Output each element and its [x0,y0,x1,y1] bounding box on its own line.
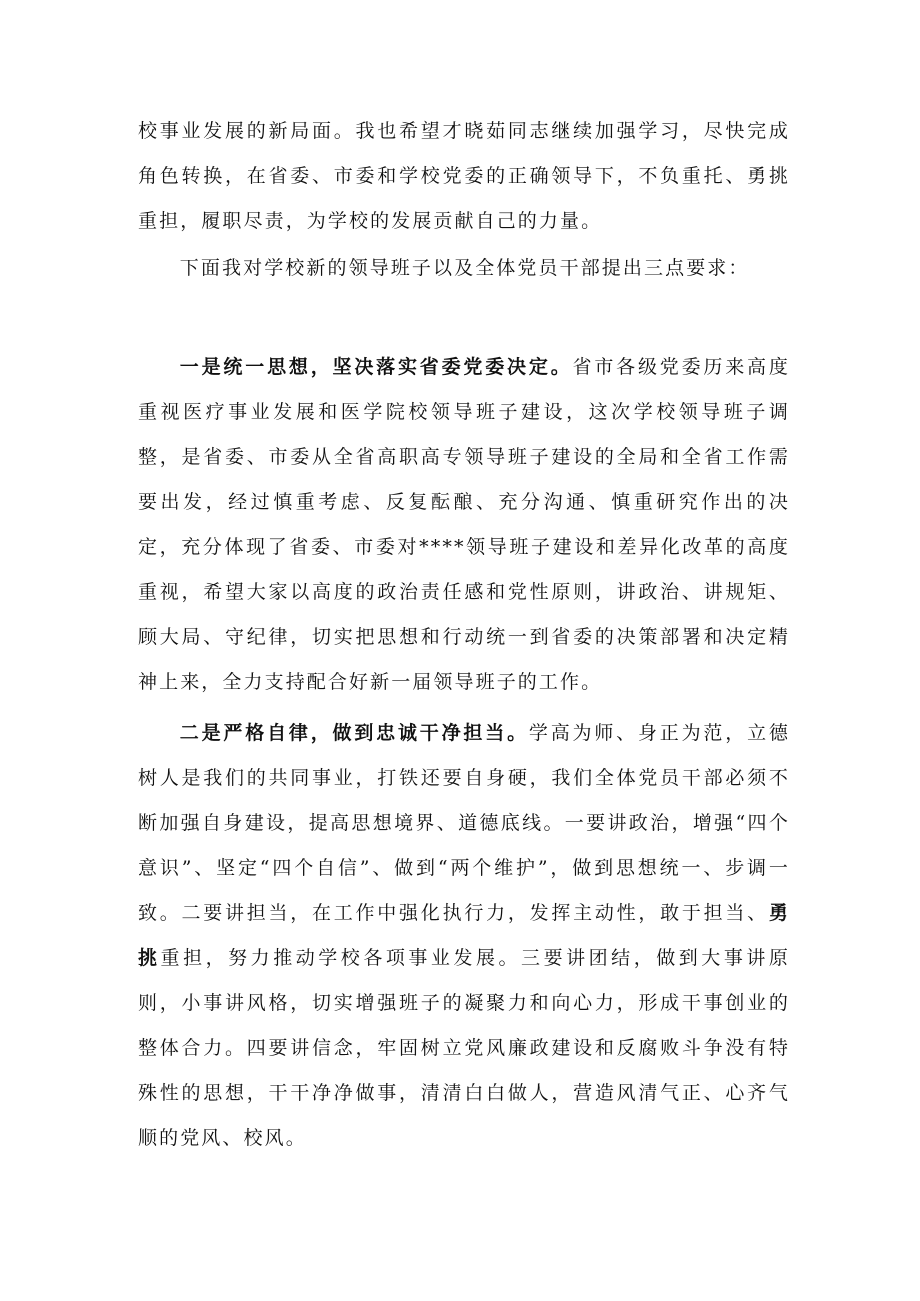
point-heading: 一是统一思想，坚决落实省委党委决定。 [179,356,573,378]
paragraph-text: 省市各级党委历来高度重视医疗事业发展和医学院校领导班子建设，这次学校领导班子调整，是省委、市委从全省高职高专领导班子建设的全局和全省工作需要出发，经过慎重考虑、反复酝酿、充分沟通、慎重研究作出的决定，充分体现了省委、市委对****领导班子建设和差异化改革的高度重视，希望大家以高度的政治责任感和党性原则，讲政治、讲规矩、顾大局、守纪律，切实把思想和行动统一到省委的决策部署和决定精神上来，全力支持配合好新一届领导班子的工作。 [138,356,790,693]
paragraph-text: 重担，努力推动学校各项事业发展。三要讲团结，做到大事讲原则，小事讲风格，切实增强班子的凝聚力和向心力，形成干事创业的整体合力。四要讲信念，牢固树立党风廉政建设和反腐败斗争没有特殊性的思想，干干净净做事，清清白白做人，营造风清气正、心齐气顺的党风、校风。 [138,947,790,1149]
emphasis-text: 勇挑 [138,902,790,969]
paragraph-body [138,711,790,1161]
paragraph-point-two [138,711,790,1161]
paragraph-text: 下面我对学校新的领导班子以及全体党员干部提出三点要求： [179,257,750,279]
paragraph-intro [138,246,790,291]
paragraph-text: 学高为师、身正为范，立德树人是我们的共同事业，打铁还要自身硬，我们全体党员干部必须不断加强自身建设，提高思想境界、道德底线。一要讲政治，增强“四个意识”、坚定“四个自信”、做到“两个维护”，做到思想统一、步调一致。二要讲担当，在工作中强化执行力，发挥主动性，敢于担当、 [138,722,790,924]
paragraph-continuation [138,109,790,244]
paragraph-body [138,345,790,705]
paragraph-text: 校事业发展的新局面。我也希望才晓茹同志继续加强学习，尽快完成角色转换，在省委、市委和学校党委的正确领导下，不负重托、勇挑重担，履职尽责，为学校的发展贡献自己的力量。 [138,120,790,232]
paragraph-point-one [138,345,790,705]
point-heading: 二是严格自律，做到忠诚干净担当。 [179,722,529,744]
